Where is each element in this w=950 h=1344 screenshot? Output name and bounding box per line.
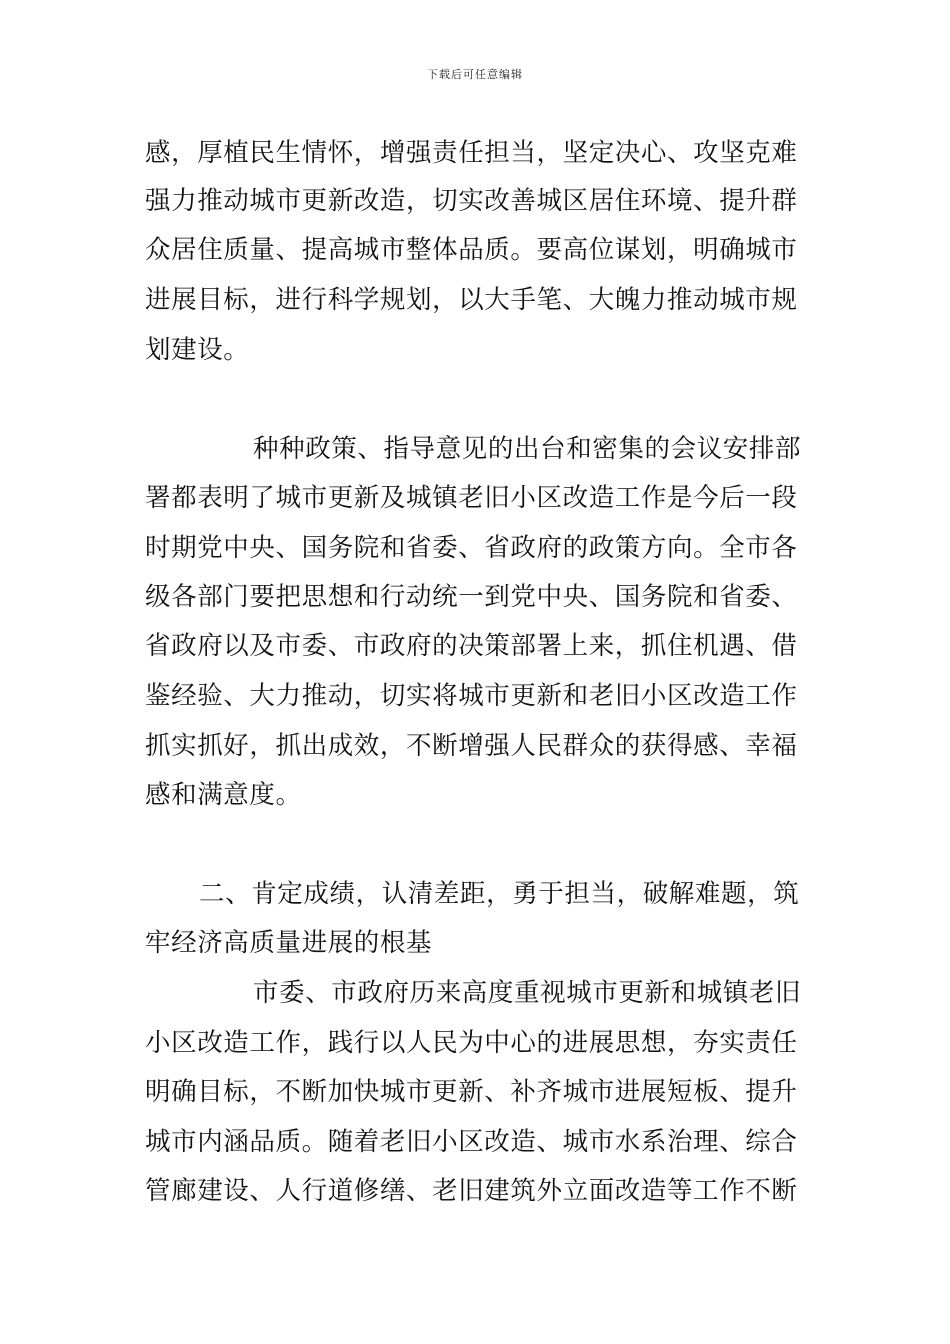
page-header: 下载后可任意编辑 [427, 68, 523, 81]
section-heading-line-2: 牢经济高质量进展的根基 [145, 928, 433, 958]
paragraph-3-line-4: 城市内涵品质。随着老旧小区改造、城市水系治理、综合 [145, 1127, 798, 1157]
paragraph-1-line-2: 强力推动城市更新改造，切实改善城区居住环境、提升群 [145, 186, 798, 216]
paragraph-2-line-4: 级各部门要把思想和行动统一到党中央、国务院和省委、 [145, 582, 798, 612]
paragraph-1-line-5: 划建设。 [145, 335, 250, 365]
paragraph-2-line-7: 抓实抓好，抓出成效，不断增强人民群众的获得感、幸福 [145, 731, 798, 761]
paragraph-1-line-4: 进展目标，进行科学规划，以大手笔、大魄力推动城市规 [145, 285, 798, 315]
paragraph-3-line-1: 市委、市政府历来高度重视城市更新和城镇老旧 [253, 978, 802, 1008]
paragraph-3-line-2: 小区改造工作，践行以人民为中心的进展思想，夯实责任 [145, 1028, 798, 1058]
paragraph-1-line-3: 众居住质量、提高城市整体品质。要高位谋划，明确城市 [145, 235, 798, 265]
paragraph-2-line-1: 种种政策、指导意见的出台和密集的会议安排部 [253, 434, 802, 464]
paragraph-2-line-2: 署都表明了城市更新及城镇老旧小区改造工作是今后一段 [145, 483, 798, 513]
paragraph-2-line-5: 省政府以及市委、市政府的决策部署上来，抓住机遇、借 [145, 631, 798, 661]
paragraph-1-line-1: 感，厚植民生情怀，增强责任担当，坚定决心、攻坚克难 [145, 138, 798, 168]
paragraph-2-line-3: 时期党中央、国务院和省委、省政府的政策方向。全市各 [145, 533, 798, 563]
paragraph-3-line-5: 管廊建设、人行道修缮、老旧建筑外立面改造等工作不断 [145, 1176, 798, 1206]
paragraph-3-line-3: 明确目标，不断加快城市更新、补齐城市进展短板、提升 [145, 1077, 798, 1107]
paragraph-2-line-8: 感和满意度。 [145, 780, 302, 810]
paragraph-2-line-6: 鉴经验、大力推动，切实将城市更新和老旧小区改造工作 [145, 681, 798, 711]
section-heading-line-1: 二、肯定成绩，认清差距，勇于担当，破解难题，筑 [199, 879, 800, 909]
